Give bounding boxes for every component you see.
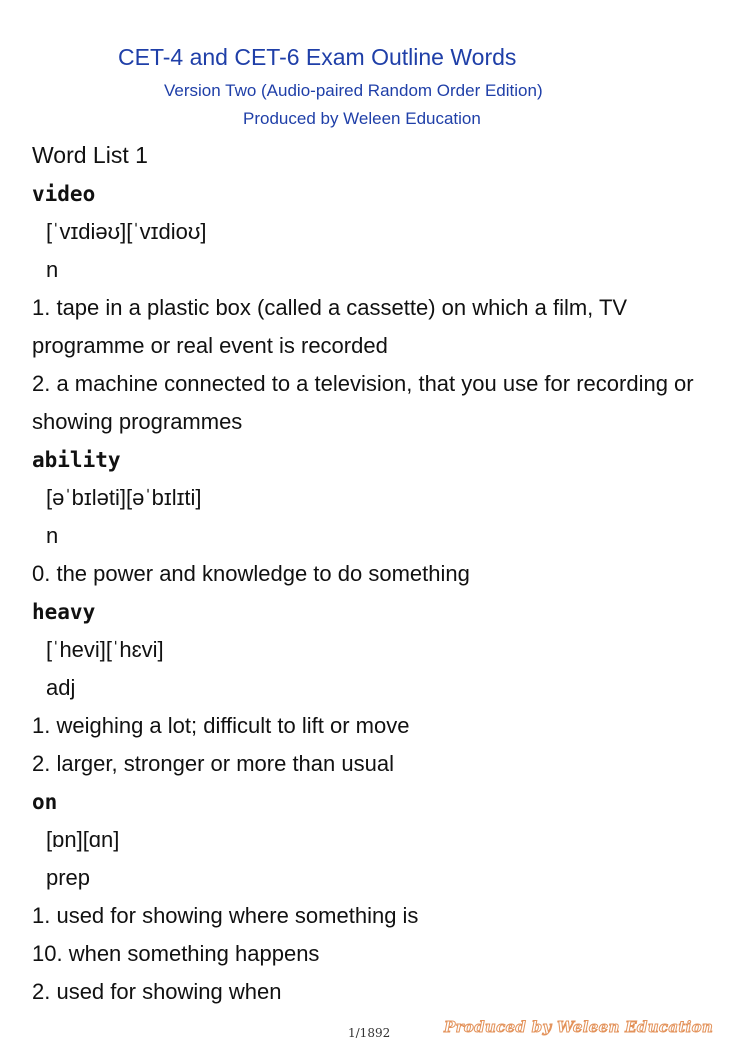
word-list — [32, 175, 722, 1011]
entry-definition: 10. when something happens — [32, 941, 320, 966]
entry-word: on — [32, 790, 58, 814]
entry-phonetic: [ˈvɪdiəʊ][ˈvɪdioʊ] — [46, 219, 207, 244]
word-entry-video — [32, 175, 722, 441]
entry-phonetic: [ˈhevi][ˈhɛvi] — [46, 637, 164, 662]
word-list-heading: Word List 1 — [32, 142, 148, 168]
entry-word: ability — [32, 448, 121, 472]
entry-word: video — [32, 182, 96, 206]
document-subtitle: Version Two (Audio-paired Random Order Edition) — [164, 81, 543, 100]
entry-part-of-speech: prep — [46, 865, 91, 890]
page-number: 1/1892 — [348, 1026, 391, 1040]
entry-word: heavy — [32, 600, 96, 624]
document-title: CET-4 and CET-6 Exam Outline Words — [118, 44, 517, 70]
entry-part-of-speech: adj — [46, 675, 76, 700]
entry-definition: 1. tape in a plastic box (called a cassette) on which a film, TV programme or real event is recorded — [32, 295, 628, 358]
entry-part-of-speech: n — [46, 523, 59, 548]
entry-definition: 1. used for showing where something is — [32, 903, 419, 928]
watermark-text: Produced by Weleen Education — [444, 1018, 714, 1036]
entry-definition: 2. larger, stronger or more than usual — [32, 751, 394, 776]
word-entry-on — [32, 783, 722, 1011]
producer-line: Produced by Weleen Education — [243, 109, 481, 128]
entry-part-of-speech: n — [46, 257, 59, 282]
word-entry-ability — [32, 441, 722, 593]
entry-phonetic: [ɒn][ɑn] — [46, 827, 120, 852]
entry-definition: 2. used for showing when — [32, 979, 282, 1004]
entry-definition: 1. weighing a lot; difficult to lift or move — [32, 713, 410, 738]
word-entry-heavy — [32, 593, 722, 783]
entry-phonetic: [əˈbɪləti][əˈbɪlɪti] — [46, 485, 202, 510]
entry-definition: 2. a machine connected to a television, that you use for recording or showing programmes — [32, 371, 694, 434]
entry-definition: 0. the power and knowledge to do something — [32, 561, 470, 586]
document-header — [0, 0, 750, 140]
